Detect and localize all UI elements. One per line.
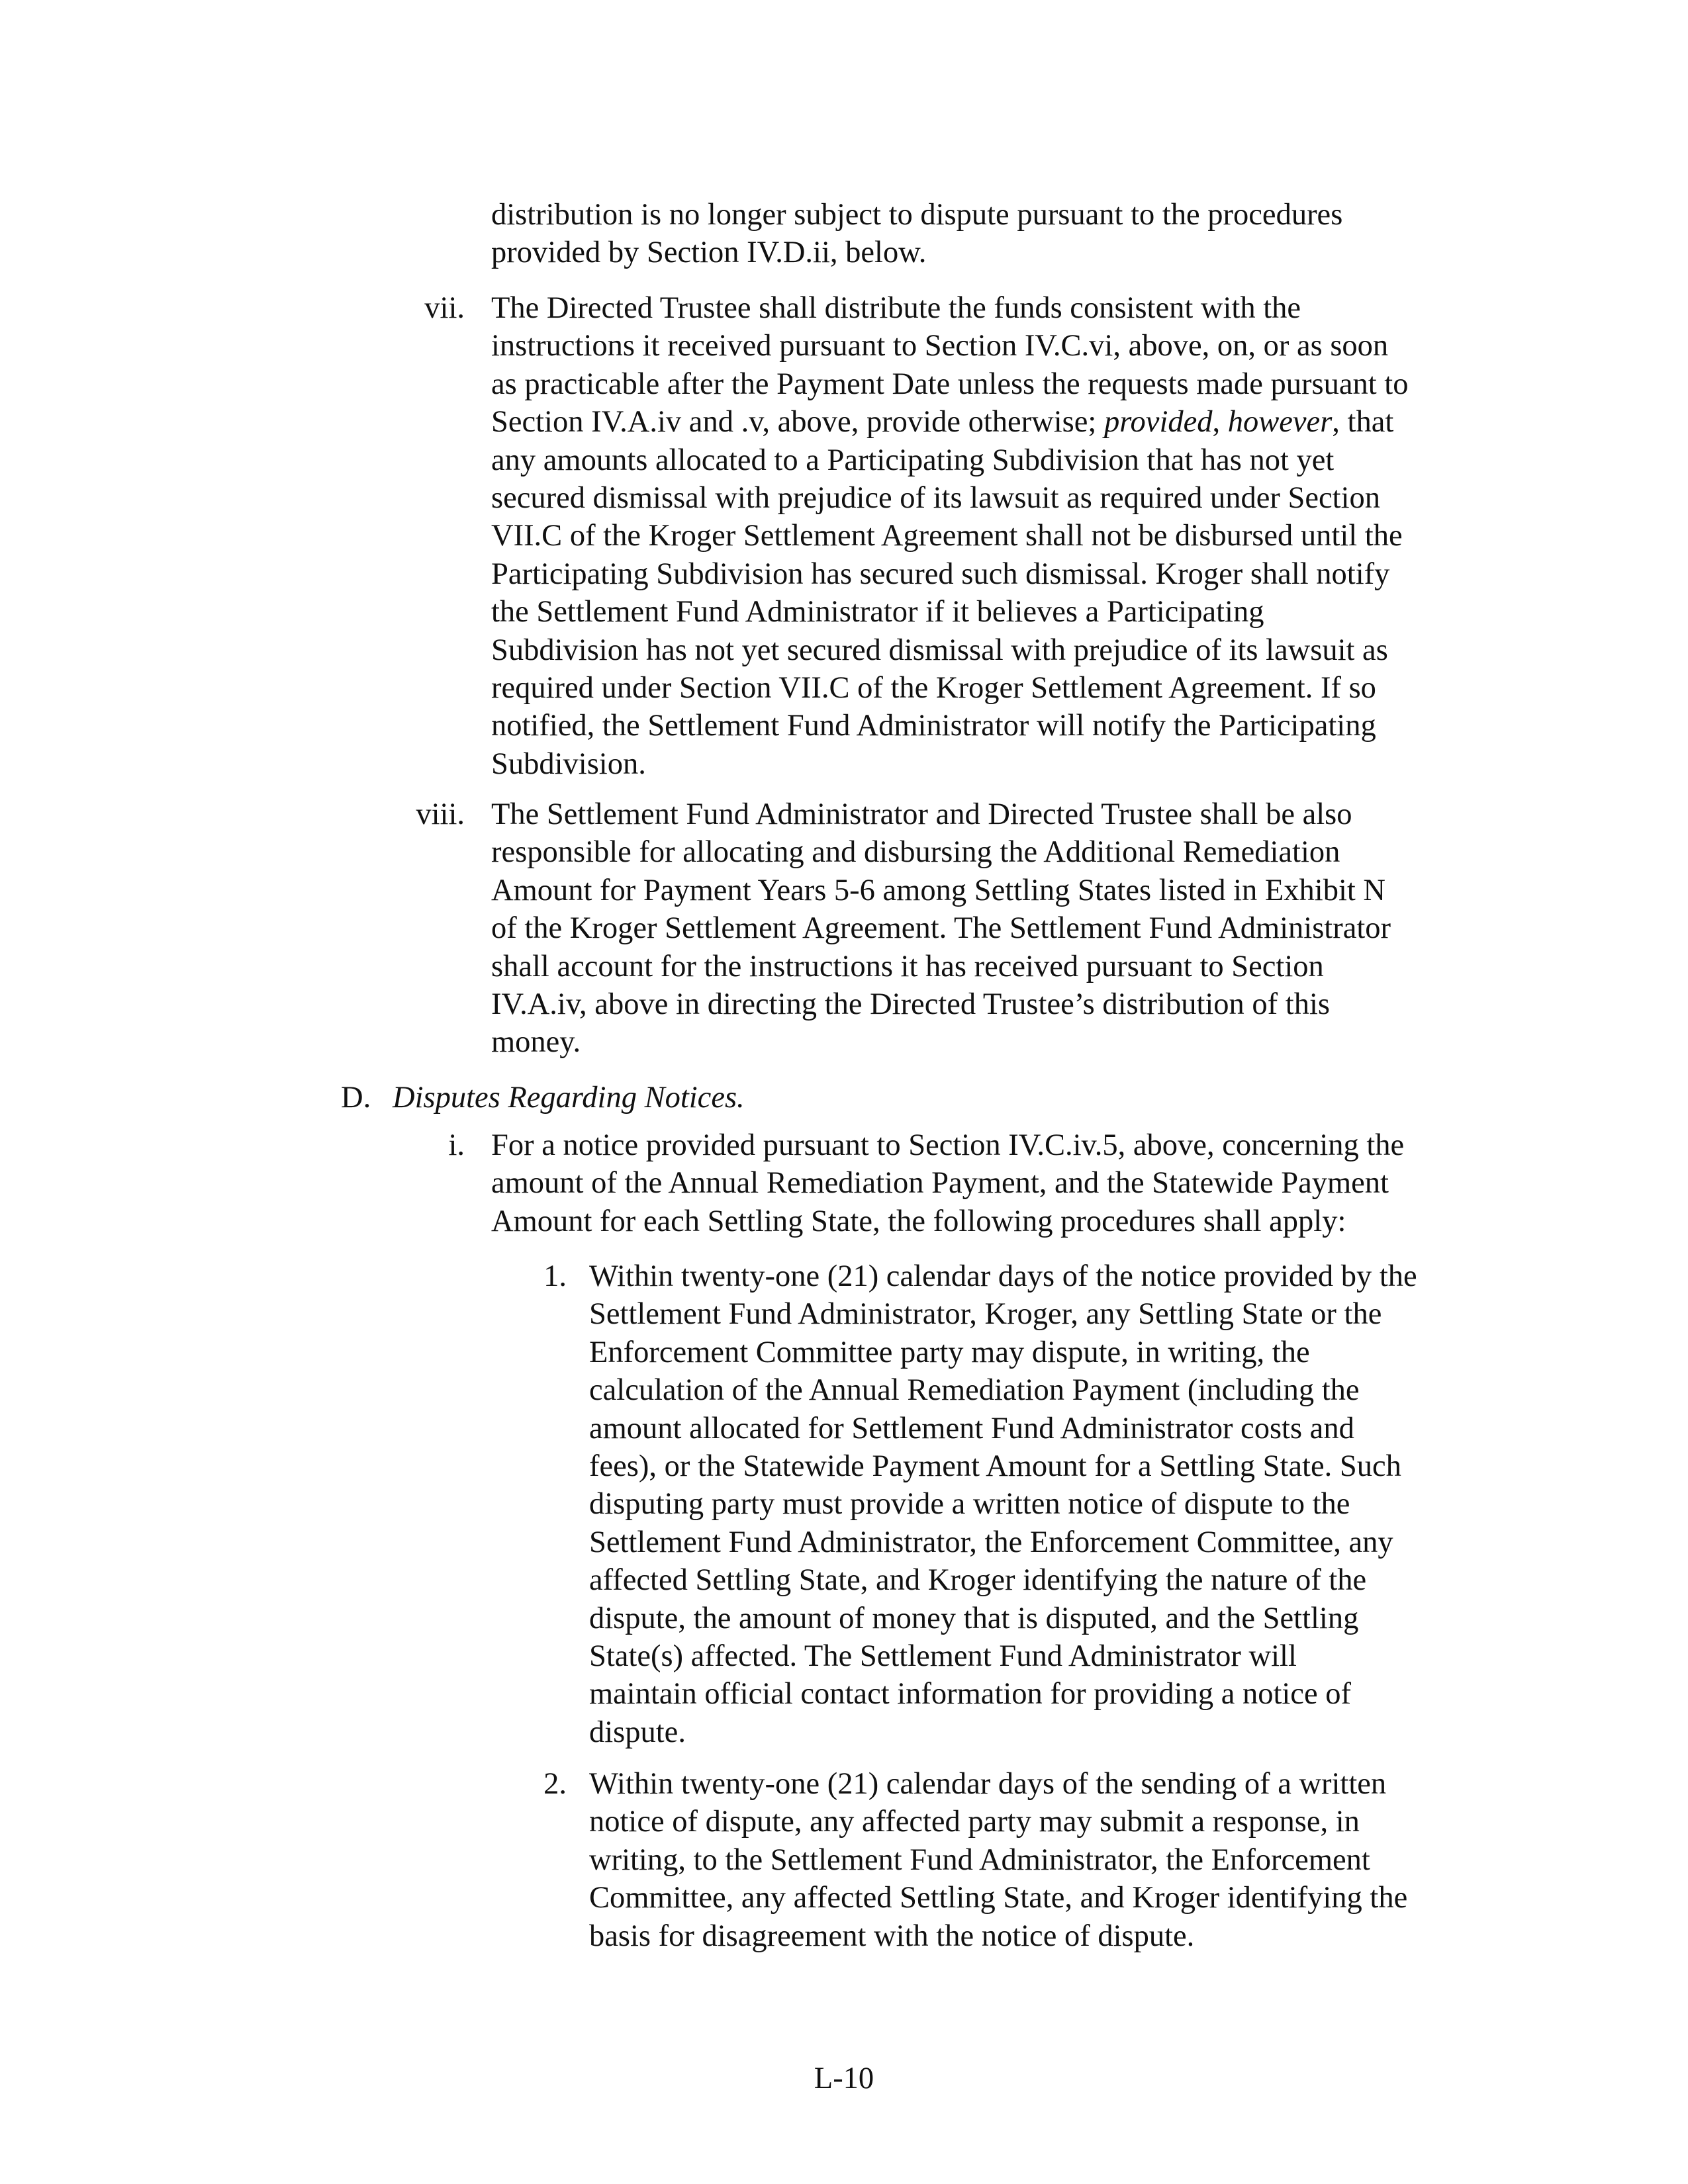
list-marker-vii: vii.: [424, 291, 465, 325]
italic-term-however: however: [1227, 405, 1333, 439]
page-number: L-10: [814, 2062, 874, 2095]
italic-term-provided: provided: [1103, 405, 1213, 439]
text-line: instructions it received pursuant to Section IV.C.vi, above, on, or as soon: [491, 329, 1389, 363]
text-line: Subdivision.: [491, 747, 646, 781]
text-line: secured dismissal with prejudice of its lawsuit as required under Section: [491, 481, 1381, 516]
continuation-paragraph: [491, 196, 1342, 272]
list-marker-viii: viii.: [416, 797, 465, 831]
text-line: State(s) affected. The Settlement Fund Administrator will: [589, 1639, 1297, 1674]
text-segment: Section IV.A.iv and .v, above, provide otherwise;: [491, 405, 1097, 439]
text-line: Within twenty-one (21) calendar days of the notice provided by the: [589, 1259, 1417, 1293]
text-line: writing, to the Settlement Fund Administrator, the Enforcement: [589, 1843, 1370, 1877]
text-line-mixed: [491, 403, 1408, 441]
text-line: money.: [491, 1025, 581, 1060]
text-line: maintain official contact information for providing a notice of: [589, 1677, 1351, 1711]
section-d-marker: D.: [341, 1081, 371, 1115]
sub-item-2: [589, 1765, 1407, 1955]
text-segment: ,: [1212, 405, 1221, 439]
text-line: notified, the Settlement Fund Administrator will notify the Participating: [491, 709, 1376, 743]
list-item-viii: [491, 796, 1391, 1062]
text-line: IV.A.iv, above in directing the Directed Trustee’s distribution of this: [491, 987, 1330, 1022]
text-line: disputing party must provide a written notice of dispute to the: [589, 1487, 1350, 1522]
text-line: amount of the Annual Remediation Payment, and the Statewide Payment: [491, 1166, 1389, 1201]
text-line: affected Settling State, and Kroger identifying the nature of the: [589, 1563, 1367, 1598]
text-line: as practicable after the Payment Date unless the requests made pursuant to: [491, 367, 1409, 401]
text-line: Settlement Fund Administrator, the Enforcement Committee, any: [589, 1525, 1393, 1559]
text-line: calculation of the Annual Remediation Payment (including the: [589, 1373, 1360, 1408]
list-item-d-i: [491, 1126, 1404, 1240]
list-item-vii: [491, 289, 1408, 783]
text-line: amount allocated for Settlement Fund Administrator costs and: [589, 1411, 1354, 1445]
text-line: dispute, the amount of money that is disputed, and the Settling: [589, 1601, 1359, 1635]
text-line: any amounts allocated to a Participating Subdivision that has not yet: [491, 443, 1335, 477]
text-line: Participating Subdivision has secured such dismissal. Kroger shall notify: [491, 557, 1390, 591]
text-line: Within twenty-one (21) calendar days of the sending of a written: [589, 1767, 1387, 1801]
text-line: For a notice provided pursuant to Section IV.C.iv.5, above, concerning the: [491, 1128, 1405, 1162]
text-line: Amount for Payment Years 5-6 among Settling States listed in Exhibit N: [491, 873, 1385, 907]
list-marker-2: 2.: [543, 1767, 567, 1801]
text-line: distribution is no longer subject to dispute pursuant to the procedures: [491, 198, 1343, 232]
text-line: shall account for the instructions it has received pursuant to Section: [491, 949, 1324, 983]
text-line: fees), or the Statewide Payment Amount for a Settling State. Such: [589, 1449, 1401, 1484]
list-marker-i: i.: [448, 1128, 465, 1162]
text-line: The Settlement Fund Administrator and Directed Trustee shall be also: [491, 797, 1352, 831]
text-line: basis for disagreement with the notice of dispute.: [589, 1919, 1195, 1953]
text-line: Amount for each Settling State, the following procedures shall apply:: [491, 1204, 1346, 1238]
text-line: notice of dispute, any affected party may submit a response, in: [589, 1805, 1360, 1839]
text-line: the Settlement Fund Administrator if it believes a Participating: [491, 595, 1264, 629]
text-line: Subdivision has not yet secured dismissal with prejudice of its lawsuit as: [491, 633, 1388, 667]
text-line: VII.C of the Kroger Settlement Agreement shall not be disbursed until the: [491, 519, 1403, 553]
section-d-heading: Disputes Regarding Notices.: [393, 1081, 745, 1115]
text-line: of the Kroger Settlement Agreement. The Settlement Fund Administrator: [491, 911, 1391, 946]
text-line: provided by Section IV.D.ii, below.: [491, 236, 927, 270]
text-line: Settlement Fund Administrator, Kroger, any Settling State or the: [589, 1297, 1382, 1332]
sub-item-1: [589, 1257, 1417, 1751]
list-marker-1: 1.: [543, 1259, 567, 1293]
text-line: dispute.: [589, 1715, 686, 1749]
text-line: responsible for allocating and disbursing the Additional Remediation: [491, 835, 1340, 870]
text-segment: , that: [1332, 405, 1394, 439]
text-line: Committee, any affected Settling State, and Kroger identifying the: [589, 1881, 1408, 1915]
text-line: Enforcement Committee party may dispute, in writing, the: [589, 1335, 1310, 1369]
text-line: The Directed Trustee shall distribute the funds consistent with the: [491, 291, 1301, 325]
text-line: required under Section VII.C of the Kroger Settlement Agreement. If so: [491, 671, 1376, 705]
